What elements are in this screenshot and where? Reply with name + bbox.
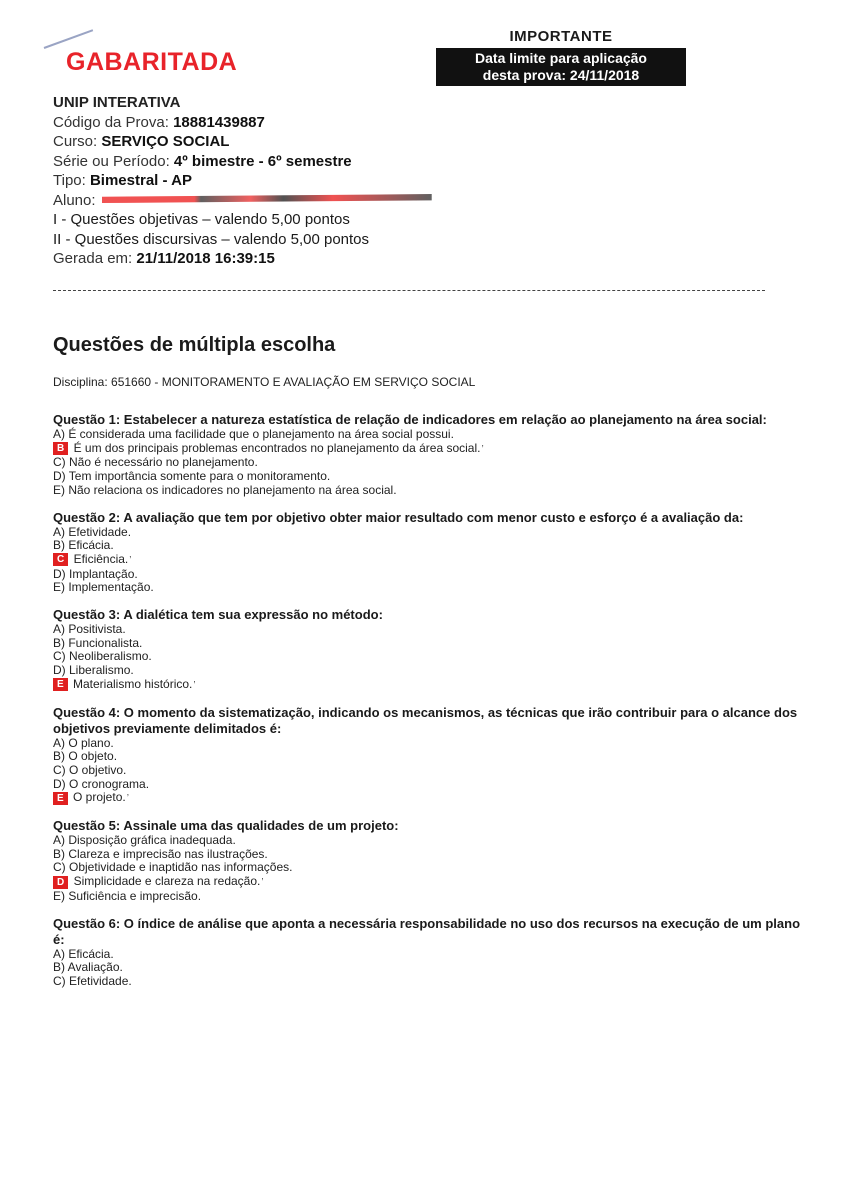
question-title: Questão 4: O momento da sistematização, indicando os mecanismos, as técnicas que irão contribuir para o alcance dos objetivos previamente delimitados é: <box>53 704 798 736</box>
option-letter: E) <box>53 888 65 903</box>
period <box>53 152 432 172</box>
institution: UNIP INTERATIVA <box>53 94 181 111</box>
section-title: Questões de múltipla escolha <box>53 334 336 356</box>
deadline-line-1: Data limite para aplicação <box>475 50 647 66</box>
answer-option-marked <box>53 875 813 890</box>
answer-option <box>53 778 813 792</box>
option-text: Funcionalista. <box>65 635 143 650</box>
course <box>53 132 432 152</box>
option-letter: B) <box>53 846 65 861</box>
answer-option <box>53 664 813 678</box>
exam-header <box>53 93 432 269</box>
answer-option <box>53 764 813 778</box>
objective-points: I - Questões objetivas – valendo 5,00 pontos <box>53 211 350 228</box>
answer-option <box>53 456 813 470</box>
option-letter: D) <box>53 663 66 678</box>
option-letter: D) <box>53 566 66 581</box>
question-6 <box>53 916 813 989</box>
student-name-redaction <box>102 194 432 203</box>
exam-code <box>53 113 432 133</box>
question-5 <box>53 818 813 904</box>
course-value: SERVIÇO SOCIAL <box>101 133 230 150</box>
answer-option <box>53 961 813 975</box>
option-text: O projeto. <box>69 790 126 805</box>
exam-code-value: 18881439887 <box>173 113 265 131</box>
answer-option <box>53 650 813 664</box>
option-text: Eficácia. <box>65 538 114 553</box>
answer-option <box>53 848 813 862</box>
option-text: Simplicidade e clareza na redação. <box>70 874 261 889</box>
question-2 <box>53 510 813 596</box>
marked-answer-letter: C <box>53 553 68 566</box>
option-letter: E) <box>53 482 65 497</box>
pen-tick-mark: ’ <box>129 554 132 566</box>
answer-option <box>53 737 813 751</box>
marked-answer-letter: E <box>53 678 68 691</box>
option-text: Não é necessário no planejamento. <box>65 455 258 470</box>
option-letter: C) <box>53 860 66 875</box>
answer-option <box>53 539 813 553</box>
student-label: Aluno: <box>53 191 100 209</box>
pen-tick-mark: ’ <box>126 793 129 805</box>
answer-option-marked <box>53 791 813 806</box>
option-letter: E) <box>53 580 65 595</box>
question-title: Questão 3: A dialética tem sua expressão no método: <box>53 607 383 623</box>
option-text: Disposição gráfica inadequada. <box>65 833 236 848</box>
option-letter: B) <box>53 538 65 553</box>
option-text: É um dos principais problemas encontrados no planejamento da área social. <box>70 440 481 455</box>
discursive-points: II - Questões discursivas – valendo 5,00 pontos <box>53 230 370 248</box>
answer-option-marked <box>53 678 813 693</box>
answer-option-marked <box>53 553 813 568</box>
question-1 <box>53 412 813 498</box>
exam-code-label: Código da Prova: <box>53 113 174 131</box>
option-letter: C) <box>53 455 66 470</box>
pen-tick-mark: ’ <box>261 877 264 889</box>
answer-option <box>53 948 813 962</box>
option-text: Materialismo histórico. <box>69 676 193 691</box>
option-text: Efetividade. <box>65 973 132 988</box>
marked-answer-letter: D <box>53 876 68 889</box>
marked-answer-letter: E <box>53 792 68 805</box>
option-text: Tem importância somente para o monitoramento. <box>65 469 331 484</box>
deadline-box <box>436 48 686 86</box>
option-text: Não relaciona os indicadores no planejamento na área social. <box>65 482 397 497</box>
question-title: Questão 5: Assinale uma das qualidades de um projeto: <box>53 818 399 834</box>
pen-tick-mark: ’ <box>193 679 196 691</box>
option-letter: B) <box>53 749 65 764</box>
option-letter: B) <box>53 635 65 650</box>
answer-option <box>53 581 813 595</box>
option-text: Avaliação. <box>65 960 123 975</box>
answer-option <box>53 637 813 651</box>
answer-option <box>53 750 813 764</box>
option-letter: D) <box>53 776 66 791</box>
answer-option <box>53 526 813 540</box>
option-text: Neoliberalismo. <box>65 649 152 664</box>
question-title: Questão 2: A avaliação que tem por objetivo obter maior resultado com menor custo e esforço é a avaliação da: <box>53 509 744 525</box>
exam-type-label: Tipo: <box>53 172 90 189</box>
option-letter: C) <box>53 649 66 664</box>
period-label: Série ou Período: <box>53 152 174 170</box>
answer-option <box>53 834 813 848</box>
important-title: IMPORTANTE <box>509 28 613 45</box>
stamp-strike-line <box>44 29 94 49</box>
gabaritada-stamp: GABARITADA <box>66 48 238 76</box>
answer-option <box>53 861 813 875</box>
generated-value: 21/11/2018 16:39:15 <box>136 250 275 267</box>
option-letter: B) <box>53 960 65 975</box>
option-text: Liberalismo. <box>65 663 134 678</box>
question-title: Questão 6: O índice de análise que aponta a necessária responsabilidade no uso dos recursos na execução de um plano é: <box>53 915 801 947</box>
period-value: 4º bimestre - 6º semestre <box>173 152 352 170</box>
answer-option <box>53 975 813 989</box>
option-letter: A) <box>53 622 65 637</box>
answer-option <box>53 470 813 484</box>
pen-tick-mark: ’ <box>481 443 484 455</box>
option-text: É considerada uma facilidade que o planejamento na área social possui. <box>65 427 454 441</box>
generated-label: Gerada em: <box>53 250 137 267</box>
important-notice <box>436 28 686 86</box>
answer-option <box>53 568 813 582</box>
option-letter: D) <box>53 469 66 484</box>
option-text: Positivista. <box>65 622 126 637</box>
answer-option <box>53 428 813 442</box>
option-text: O objeto. <box>65 749 118 764</box>
course-label: Curso: <box>53 133 102 150</box>
student <box>53 191 432 211</box>
option-text: O objetivo. <box>65 762 127 777</box>
option-text: Efetividade. <box>65 524 132 539</box>
option-text: O cronograma. <box>65 776 150 791</box>
answer-option-marked <box>53 442 813 457</box>
question-4 <box>53 705 813 807</box>
dashed-divider <box>53 290 765 291</box>
option-letter: C) <box>53 973 66 988</box>
option-text: Suficiência e imprecisão. <box>65 888 202 903</box>
option-text: Eficiência. <box>70 551 129 566</box>
option-letter: A) <box>53 524 65 539</box>
option-letter: C) <box>53 762 66 777</box>
option-letter: A) <box>53 735 65 750</box>
option-text: Eficácia. <box>65 946 114 961</box>
option-text: Implementação. <box>65 580 154 595</box>
exam-type <box>53 171 432 191</box>
marked-answer-letter: B <box>53 442 68 455</box>
question-3 <box>53 607 813 693</box>
answer-option <box>53 890 813 904</box>
option-letter: A) <box>53 946 65 961</box>
discipline: Disciplina: 651660 - MONITORAMENTO E AVALIAÇÃO EM SERVIÇO SOCIAL <box>53 375 476 389</box>
exam-type-value: Bimestral - AP <box>89 172 192 189</box>
question-title: Questão 1: Estabelecer a natureza estatística de relação de indicadores em relação ao planejamento na área social: <box>53 412 767 427</box>
generated-at <box>53 249 432 269</box>
option-letter: A) <box>53 427 65 441</box>
option-text: O plano. <box>65 735 114 750</box>
option-text: Objetividade e inaptidão nas informações. <box>65 860 293 875</box>
option-text: Clareza e imprecisão nas ilustrações. <box>65 846 268 861</box>
deadline-line-2: desta prova: 24/11/2018 <box>482 67 640 83</box>
option-letter: A) <box>53 833 65 848</box>
answer-option <box>53 484 813 498</box>
question-list <box>53 412 813 1001</box>
answer-option <box>53 623 813 637</box>
option-text: Implantação. <box>65 566 138 581</box>
